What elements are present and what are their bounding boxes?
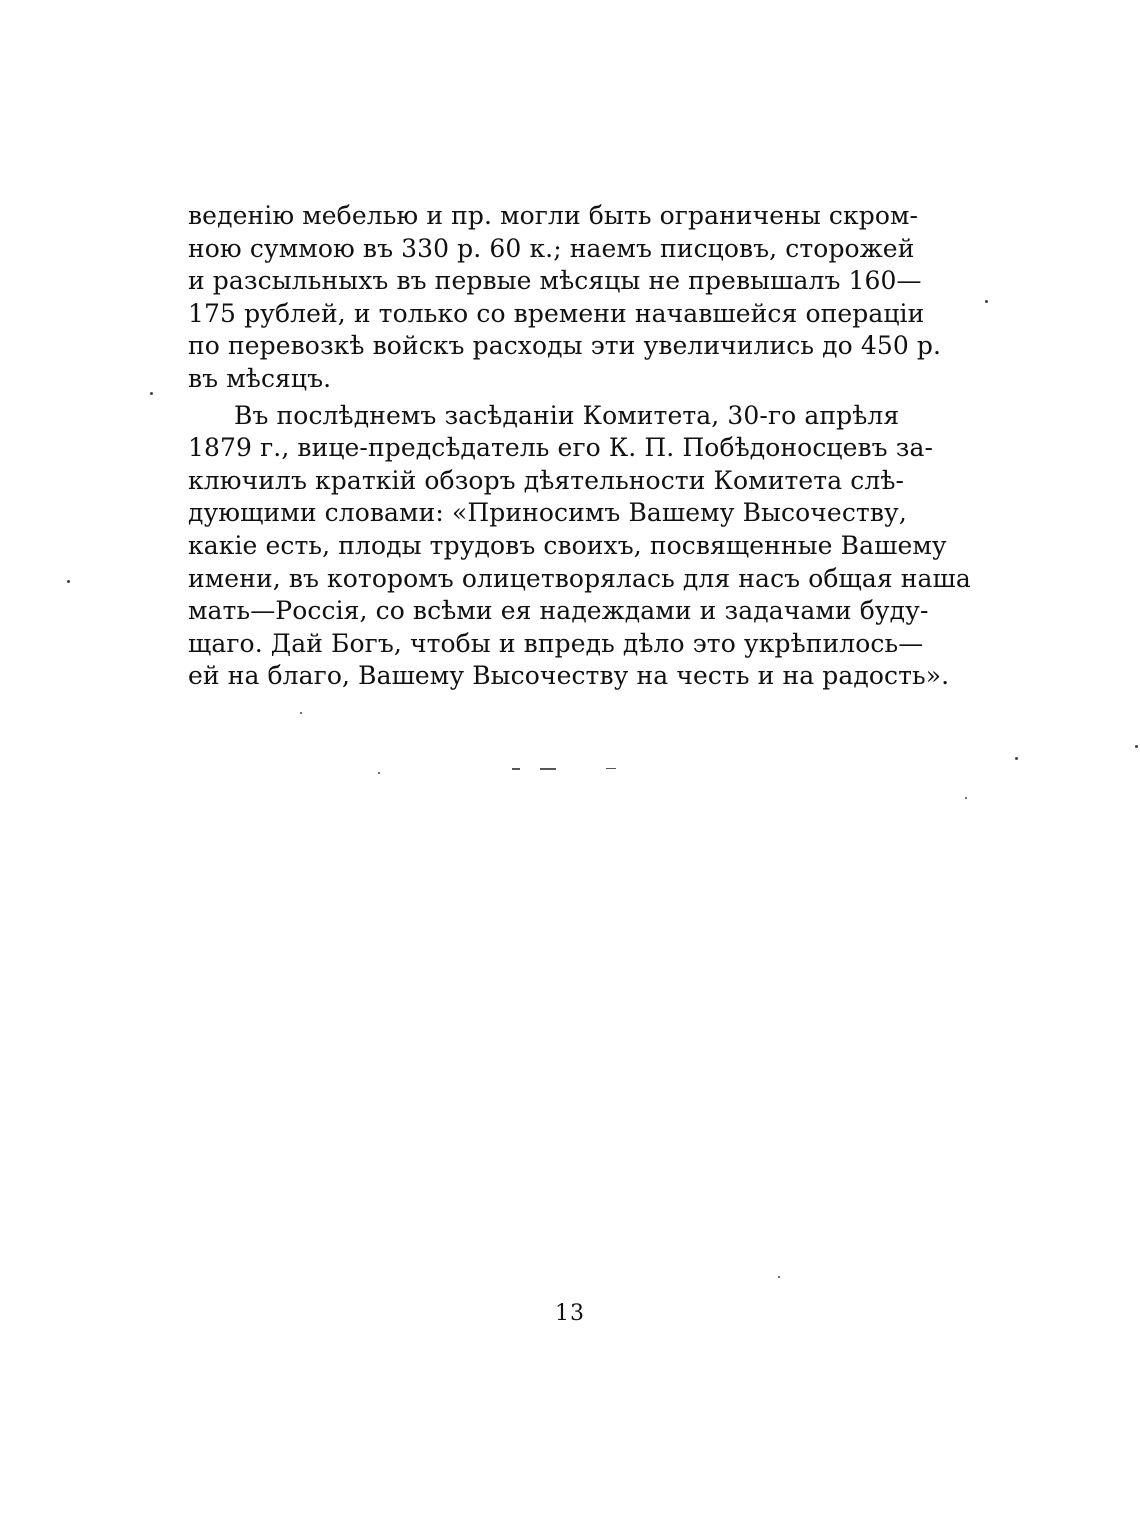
- paragraph-1: [188, 200, 942, 396]
- text-line: 175 рублей, и только со времени начавшейся операціи: [188, 298, 925, 328]
- text-line: ключилъ краткій обзоръ дѣятельности Комитета слѣ-: [188, 465, 905, 495]
- text-line: какіе есть, плоды трудовъ своихъ, посвященные Вашему: [188, 530, 947, 560]
- text-line: по перевозкѣ войскъ расходы эти увеличились до 450 р.: [188, 331, 942, 361]
- scan-speck: [1015, 757, 1018, 760]
- text-line: 1879 г., вице-предсѣдатель его К. П. Побѣдоносцевъ за-: [188, 433, 934, 463]
- text-line: веденію мебелью и пр. могли быть ограничены скром-: [188, 201, 919, 230]
- scan-speck: [67, 580, 70, 583]
- text-line: имени, въ которомъ олицетворялась для насъ общая наша: [188, 563, 971, 593]
- text-line: Въ послѣднемъ засѣданіи Комитета, 30-го апрѣля: [234, 400, 900, 430]
- text-line: ною суммою въ 330 р. 60 к.; наемъ писцовъ, сторожей: [188, 233, 915, 263]
- text-line: щаго. Дай Богъ, чтобы и впредь дѣло это укрѣпилось—: [188, 628, 924, 658]
- text-line: въ мѣсяцъ.: [188, 363, 332, 393]
- scan-speck: [778, 1276, 780, 1278]
- body-text: [188, 200, 971, 693]
- scan-speck: [985, 300, 988, 303]
- scan-speck: [1135, 745, 1138, 748]
- scan-dash: [606, 768, 616, 769]
- text-line: мать—Россія, со всѣми ея надеждами и задачами буду-: [188, 596, 929, 626]
- scan-speck: [150, 392, 153, 395]
- text-line: ей на благо, Вашему Высочеству на честь и на радость».: [188, 661, 950, 691]
- text-line: и разсыльныхъ въ первые мѣсяцы не превышалъ 160—: [188, 266, 922, 296]
- scan-dash: [512, 768, 520, 770]
- text-line: дующими словами: «Приносимъ Вашему Высочеству,: [188, 498, 907, 528]
- page-number: 13: [555, 1301, 585, 1326]
- scan-dash: [540, 768, 556, 770]
- scan-speck: [300, 712, 302, 714]
- paragraph-2: [188, 400, 971, 693]
- scan-speck: [965, 797, 967, 799]
- scan-speck: [378, 772, 380, 774]
